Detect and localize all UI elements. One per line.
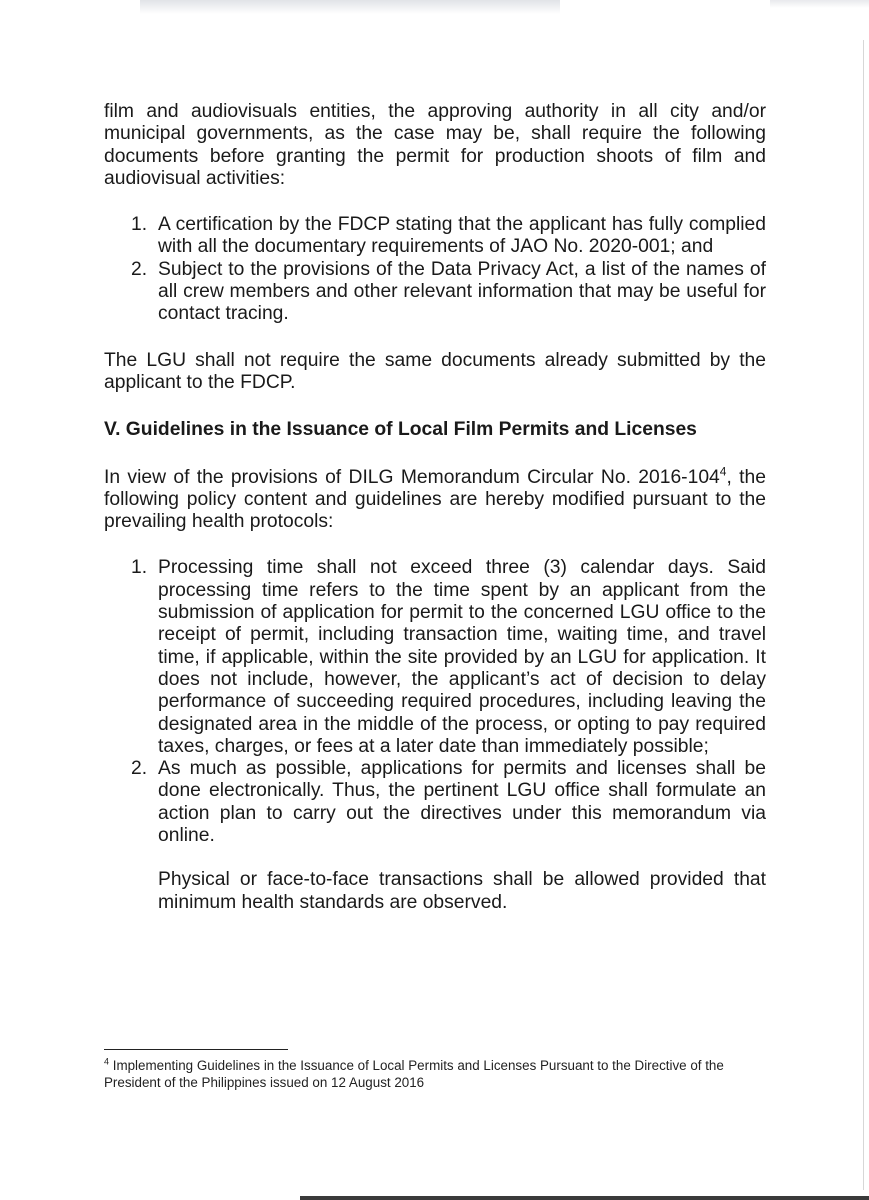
closing-paragraph: The LGU shall not require the same documents already submitted by the applicant to the FDCP.	[104, 349, 766, 393]
section-intro-text-continued: , the following policy content and guidelines are hereby modified pursuant to the prevailing health protocols:	[104, 466, 766, 533]
footnote-number: 4	[104, 1056, 110, 1067]
guidelines-list	[104, 557, 766, 913]
scan-edge-right	[863, 40, 864, 1190]
list-item	[104, 758, 766, 914]
footnote-reference: 4	[719, 464, 727, 479]
section-intro-text: In view of the provisions of DILG Memorandum Circular No. 2016-104	[104, 466, 720, 488]
page-body	[104, 101, 766, 914]
footnote-text: Implementing Guidelines in the Issuance of Local Permits and Licenses Pursuant to the Directive of the President of the Philippines issued on 12 August 2016	[104, 1058, 724, 1090]
section-intro	[104, 464, 766, 534]
scan-edge-bottom	[300, 1196, 869, 1200]
footnote	[104, 1057, 766, 1091]
scan-shadow-top	[140, 0, 560, 14]
footnote-separator	[104, 1049, 288, 1050]
list-item	[104, 259, 766, 326]
list-item-number: 1.	[131, 557, 148, 579]
list-item-text: Subject to the provisions of the Data Privacy Act, a list of the names of all crew members and other relevant information that may be useful for contact tracing.	[158, 258, 766, 325]
list-item	[104, 557, 766, 758]
list-item	[104, 214, 766, 259]
list-item-text: As much as possible, applications for permits and licenses shall be done electronically. Thus, the pertinent LGU office shall formulate an action plan to carry out the directives under this memorandum via online.	[158, 758, 766, 847]
list-item-number: 2.	[131, 758, 148, 780]
list-item-sub-paragraph: Physical or face-to-face transactions shall be allowed provided that minimum health standards are observed.	[158, 869, 766, 913]
list-item-number: 1.	[131, 214, 148, 236]
documents-list	[104, 214, 766, 325]
scan-shadow-top-right	[770, 0, 869, 8]
list-item-text: Processing time shall not exceed three (3) calendar days. Said processing time refers to the time spent by an applicant from the submission of application for permit to the concerned LGU office to the receipt of permit, including transaction time, waiting time, and travel time, if applicable, within the site provided by an LGU for application. It does not include, however, the applicant’s act of decision to delay performance of succeeding required procedures, including leaving the designated area in the middle of the process, or opting to pay required taxes, charges, or fees at a later date than immediately possible;	[158, 557, 766, 757]
list-item-text: A certification by the FDCP stating that the applicant has fully complied with all the documentary requirements of JAO No. 2020-001; and	[158, 214, 766, 258]
intro-paragraph: film and audiovisuals entities, the approving authority in all city and/or municipal governments, as the case may be, shall require the following documents before granting the permit for production shoots of film and audiovisual activities:	[104, 101, 766, 189]
list-item-number: 2.	[131, 258, 148, 280]
section-heading: V. Guidelines in the Issuance of Local Film Permits and Licenses	[104, 419, 697, 441]
